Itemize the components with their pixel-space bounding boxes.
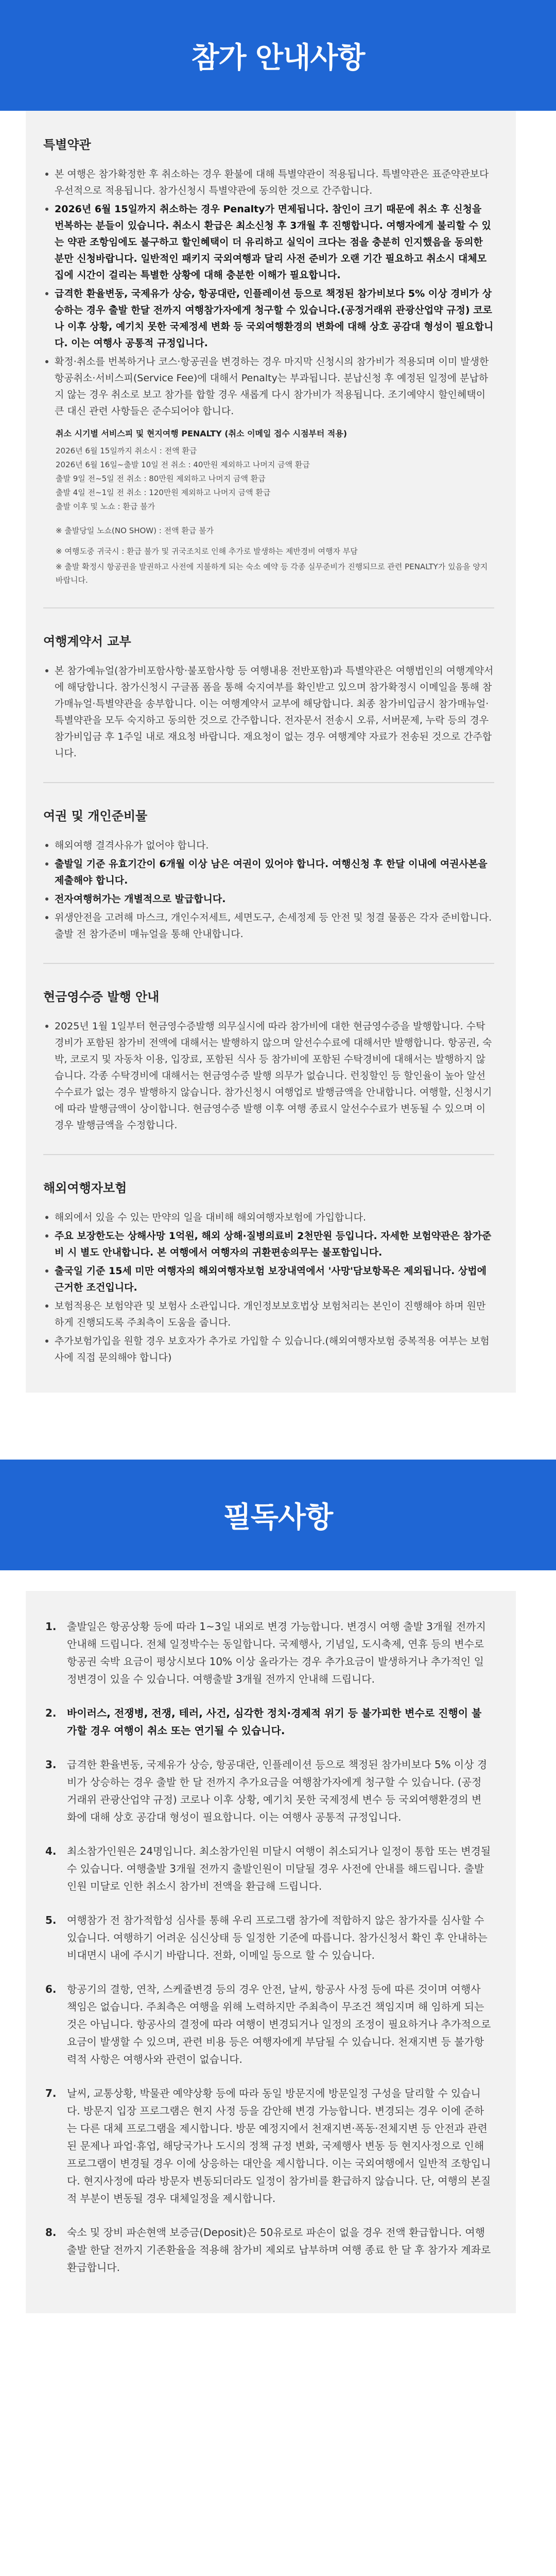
must-read-list: [45, 1618, 491, 2276]
insurance-section: [43, 1178, 494, 1366]
special-terms-section: [43, 134, 494, 587]
must-read-item: [45, 1756, 491, 1826]
list-item: 본 여행은 참가확정한 후 취소하는 경우 환불에 대해 특별약관이 적용됩니다. 특별약관은 표준약관보다 우선적으로 적용됩니다. 참가신청시 특별약관에 동의한 것으로 간주합니다.: [43, 166, 494, 199]
note-item: ※ 출발당일 노쇼(NO SHOW) : 전액 환급 불가: [56, 526, 214, 535]
must-read-panel: [26, 1591, 516, 2313]
notice-header: [0, 0, 556, 111]
note-item: ※ 출발 확정시 항공권을 발권하고 사전에 지불하게 되는 숙소 예약 등 각종 실무준비가 진행되므로 관련 PENALTY가 있음을 양지바랍니다.: [56, 562, 488, 585]
list-item: 본 참가예뉴얼(참가비포함사항·불포함사항 등 여행내용 전반포함)과 특별약관은 여행법인의 여행계약서에 해당합니다. 참가신청시 구글폼 폼을 통해 숙지여부를 확인받고 있으며 참가확정시 이메일을 통해 참가매뉴얼·특별약관을 송부합니다. 이는 여행계약서 교부에 해당합니다. 최종 참가비입금시 참가매뉴얼·특별약관을 모두 숙지하고 동의한 것으로 간주합니다. 전자문서 전송시 오류, 서버문제, 누락 등의 경우 참가비입금 후 1주일 내로 재요청 바랍니다. 재요청이 없는 경우 여행계약 자료가 전송된 것으로 간주합니다.: [43, 663, 494, 761]
item-number: 6.: [45, 1983, 57, 1995]
list-item: 추가보험가입을 원할 경우 보호자가 추가로 가입할 수 있습니다.(해외여행자보험 중복적용 여부는 보험사에 직접 문의해야 합니다): [43, 1333, 494, 1366]
list-item: 해외여행 결격사유가 없어야 합니다.: [43, 837, 494, 854]
section-divider: [43, 782, 494, 783]
item-text: 최소참가인원은 24명입니다. 최소참가인원 미달시 여행이 취소되거나 일정이 통합 또는 변경될 수 있습니다. 여행출발 3개월 전까지 출발인원이 미달될 경우 사전에 안내를 해드립니다. 출발인원 미달로 인한 취소시 참가비 전액을 환급해 드립니다.: [67, 1845, 491, 1892]
passport-title: 여권 및 개인준비물: [43, 809, 148, 823]
list-item: 해외에서 있을 수 있는 만약의 일을 대비해 해외여행자보험에 가입합니다.: [43, 1209, 494, 1226]
note-item: ※ 여행도중 귀국시 : 환급 불가 및 귀국조치로 인해 추가로 발생하는 제반경비 여행자 부담: [56, 547, 358, 556]
section-divider: [43, 963, 494, 964]
list-item: 확정·취소를 번복하거나 코스·항공권을 변경하는 경우 마지막 신청시의 참가비가 적용되며 이미 발생한 항공취소·서비스피(Service Fee)에 대해서 Penalty는 부과됩니다. 분납신청 후 예정된 일정에 분납하지 않는 경우 취소로 보고 참가를 합할 경우 새롭게 다시 참가비가 적용됩니다. 조기예약시 할인혜택이 큰 대신 관련 사항들은 준수되어야 합니다.: [43, 353, 494, 419]
refund-row: 출발 이후 및 노쇼 : 환급 불가: [56, 502, 155, 511]
list-item-text: 2026년 6월 15일까지 취소하는 경우 Penalty가 면제됩니다. 참인이 크기 때문에 취소 후 신청을 번복하는 분들이 있습니다. 취소시 환급은 최소신청 후 3개월 후 진행합니다. 여행자에게 불리할 수 있는 약관 조항임에도 불구하고 할인혜택이 더 유리하고 실익이 크다는 점을 충분히 인지했음을 동의한 분만 신청바랍니다. 일반적인 패키지 국외여행과 달리 사전 준비가 오랜 기간 필요하고 취소시 대체모집에 시간이 걸리는 특별한 상황에 대해 충분한 이해가 필요합니다.: [55, 204, 491, 281]
item-number: 7.: [45, 2087, 57, 2099]
refund-row: 출발 9일 전~5일 전 취소 : 80만원 제외하고 나머지 금액 환급: [56, 474, 266, 483]
special-terms-list: [43, 166, 494, 419]
item-text: 숙소 및 장비 파손현액 보증금(Deposit)은 50유로로 파손이 없을 경우 전액 환급합니다. 여행 출발 한달 전까지 기존환율을 적용해 참가비 제외로 납부하며 여행 종료 한 달 후 참가자 계좌로 환급합니다.: [67, 2226, 491, 2274]
refund-table: [56, 427, 494, 514]
section-divider: [43, 1154, 494, 1155]
section-gap: [0, 1393, 556, 1460]
insurance-list: [43, 1209, 494, 1366]
section-divider: [43, 607, 494, 608]
contract-list: [43, 663, 494, 761]
insurance-title: 해외여행자보험: [43, 1181, 127, 1195]
list-item: [43, 856, 494, 889]
item-number: 5.: [45, 1914, 57, 1926]
list-item: 위생안전을 고려해 마스크, 개인수저세트, 세면도구, 손세정제 등 안전 및 청결 물품은 각자 준비합니다. 출발 전 참가준비 매뉴얼을 통해 안내합니다.: [43, 909, 494, 942]
must-read-header: [0, 1460, 556, 1570]
page-bottom: [0, 2313, 556, 2334]
notice-panel: [26, 111, 516, 1393]
refund-table-head: 취소 시기별 서비스피 및 현지여행 PENALTY (취소 이메일 접수 시점부터 적용): [56, 429, 348, 438]
contract-section: [43, 631, 494, 761]
must-read-item: [45, 2084, 491, 2207]
list-item-text: 급격한 환율변동, 국제유가 상승, 항공대란, 인플레이션 등으로 책정된 참가비보다 5% 이상 경비가 상승하는 경우 출발 한달 전까지 여행참가자에게 청구할 수 있습니다.(공정거래위 관광산업약 규정) 코로나 이후 상황, 예기치 못한 국제정세 변화 등 국외여행환경의 변화에 대해 상호 공감대 형성이 필요합니다. 이는 여행사 공통적 규정입니다.: [55, 288, 494, 349]
list-item: [43, 201, 494, 283]
item-number: 3.: [45, 1758, 57, 1771]
list-item: 보험적용은 보험약관 및 보험사 소관입니다. 개인정보보호법상 보험처리는 본인이 진행해야 하며 원만하게 진행되도록 주최측이 도움을 줍니다.: [43, 1298, 494, 1331]
passport-list: [43, 837, 494, 942]
list-item-text: 출발일 기준 유효기간이 6개월 이상 남은 여권이 있어야 합니다. 여행신청 후 한달 이내에 여권사본을 제출해야 합니다.: [55, 858, 488, 886]
item-text: 날씨, 교통상황, 박물관 예약상황 등에 따라 동일 방문지에 방문일정 구성을 달리할 수 있습니다. 방문지 입장 프로그램은 현지 사정 등을 감안해 변경 가능합니다. 변경되는 경우 이에 준하는 다른 대체 프로그램을 제시합니다. 방문 예정지에서 천재지변·폭동·전체지변 등 안전과 관련된 문제나 파업·휴업, 해당국가나 도시의 정책 규정 변화, 국제행사 변동 등 현지사정으로 인해 프로그램이 변경될 경우 이에 상응하는 대안을 제시합니다. 이는 국외여행에서 일반적 조항입니다. 현지사정에 따라 방문자 변동되더라도 일정이 참가비를 환급하지 않습니다. 단, 여행의 본질적 부분이 변동될 경우 대체일정을 제시합니다.: [67, 2087, 491, 2205]
item-text: 급격한 환율변동, 국제유가 상승, 항공대란, 인플레이션 등으로 책정된 참가비보다 5% 이상 경비가 상승하는 경우 출발 한 달 전까지 추가요금을 여행참가자에게 청구할 수 있습니다. (공정거래위 관광산업약 규정) 코로나 이후 상황, 예기치 못한 국제정세 변수 등 국외여행환경의 변화에 대해 상호 공감대 형성이 필요합니다. 이는 여행사 공통적 규정입니다.: [67, 1758, 488, 1823]
contract-title: 여행계약서 교부: [43, 634, 131, 649]
must-read-item: [45, 1980, 491, 2068]
list-item-text: 전자여행허가는 개별적으로 발급합니다.: [55, 893, 226, 905]
receipt-section: [43, 987, 494, 1133]
list-item: [43, 891, 494, 907]
list-item: [43, 1263, 494, 1296]
passport-section: [43, 806, 494, 942]
list-item: 2025년 1월 1일부터 현금영수증발행 의무실시에 따라 참가비에 대한 현금영수증을 발행합니다. 수탁경비가 포함된 참가비 전액에 대해서는 발행하지 않으며 알선수수료에 대해서만 발행합니다. 항공권, 숙박, 코로지 및 자동차 이용, 입장료, 포함된 식사 등 참가비에 포함된 수탁경비에 대해서는 발행하지 않습니다. 각종 수탁경비에 대해서는 현금영수증 발행 의무가 없습니다. 런칭할인 등 할인율이 높아 알선수수료가 없는 경우 발행하지 않습니다. 참가신청시 여행업로 발행금액을 안내합니다. 여행할, 신청시기에 따라 발행금액이 상이합니다. 현금영수증 발행 이후 여행 종료시 알선수수료가 변동될 수 있으며 이 경우 발행금액을 수정합니다.: [43, 1018, 494, 1133]
section-gap: [0, 1570, 556, 1591]
must-read-item: [45, 1842, 491, 1895]
item-text: 여행참가 전 참가적합성 심사를 통해 우리 프로그램 참가에 적합하지 않은 참가자를 심사할 수 있습니다. 여행하기 어려운 심신상태 등 일정한 기준에 따릅니다. 참가신청서 확인 후 안내하는 비대면시 내에 주시기 바랍니다. 전화, 이메일 등으로 할 수 있습니다.: [67, 1914, 488, 1961]
refund-row: 2026년 6월 15일까지 취소시 : 전액 환급: [56, 446, 197, 455]
item-number: 2.: [45, 1707, 57, 1719]
must-read-title: 필독사항: [223, 1500, 333, 1534]
must-read-item: [45, 1704, 491, 1739]
refund-row: 2026년 6월 16일~출발 10일 전 취소 : 40만원 제외하고 나머지 금액 환급: [56, 460, 310, 469]
item-number: 4.: [45, 1845, 57, 1857]
special-terms-title: 특별약관: [43, 138, 91, 152]
refund-notes: [56, 524, 494, 587]
refund-row: 출발 4일 전~1일 전 취소 : 120만원 제외하고 나머지 금액 환급: [56, 488, 271, 497]
item-text: 항공기의 결항, 연착, 스케쥴변경 등의 경우 안전, 날씨, 항공사 사정 등에 따른 것이며 여행사 책임은 없습니다. 주최측은 여행을 위해 노력하지만 주최측이 무조건 책임지며 해 임하게 되는 것은 아닙니다. 항공사의 결정에 따라 여행이 변경되거나 일정의 조정이 필요하거나 추가적으로 요금이 발생할 수 있으며, 관련 비용 등은 여행자에게 부담될 수 있습니다. 천재지변 등 불가항력적 사항은 여행사와 관련이 없습니다.: [67, 1983, 491, 2065]
item-number: 1.: [45, 1620, 57, 1633]
item-text: 바이러스, 전쟁병, 전쟁, 테러, 사건, 심각한 정치·경제적 위기 등 불가피한 변수로 진행이 불가할 경우 여행이 취소 또는 연기될 수 있습니다.: [67, 1707, 482, 1737]
receipt-list: [43, 1018, 494, 1133]
must-read-item: [45, 1618, 491, 1688]
receipt-title: 현금영수증 발행 안내: [43, 990, 160, 1004]
list-item-text: 주요 보장한도는 상해사망 1억원, 해외 상해·질병의료비 2천만원 등입니다. 자세한 보험약관은 참가준비 시 별도 안내합니다. 본 여행에서 여행자의 귀환편송의무는 불포함입니다.: [55, 1230, 492, 1258]
item-text: 출발일은 항공상황 등에 따라 1~3일 내외로 변경 가능합니다. 변경시 여행 출발 3개월 전까지 안내해 드립니다. 전체 일정박수는 동일합니다. 국제행사, 기념일, 도시축제, 연휴 등의 변수로 항공권 숙박 요금이 평상시보다 10% 이상 올라가는 경우 추가요금이 발생하거나 추가적인 일정변경이 있을 수 있습니다. 여행출발 3개월 전까지 안내해 드립니다.: [67, 1620, 486, 1685]
list-item: [43, 1228, 494, 1261]
notice-title: 참가 안내사항: [191, 41, 365, 75]
must-read-item: [45, 1911, 491, 1964]
must-read-item: [45, 2224, 491, 2276]
item-number: 8.: [45, 2226, 57, 2239]
list-item: [43, 285, 494, 351]
list-item-text: 출국일 기준 15세 미만 여행자의 해외여행자보험 보장내역에서 '사망'담보항목은 제외됩니다. 상법에 근거한 조건입니다.: [55, 1265, 486, 1293]
